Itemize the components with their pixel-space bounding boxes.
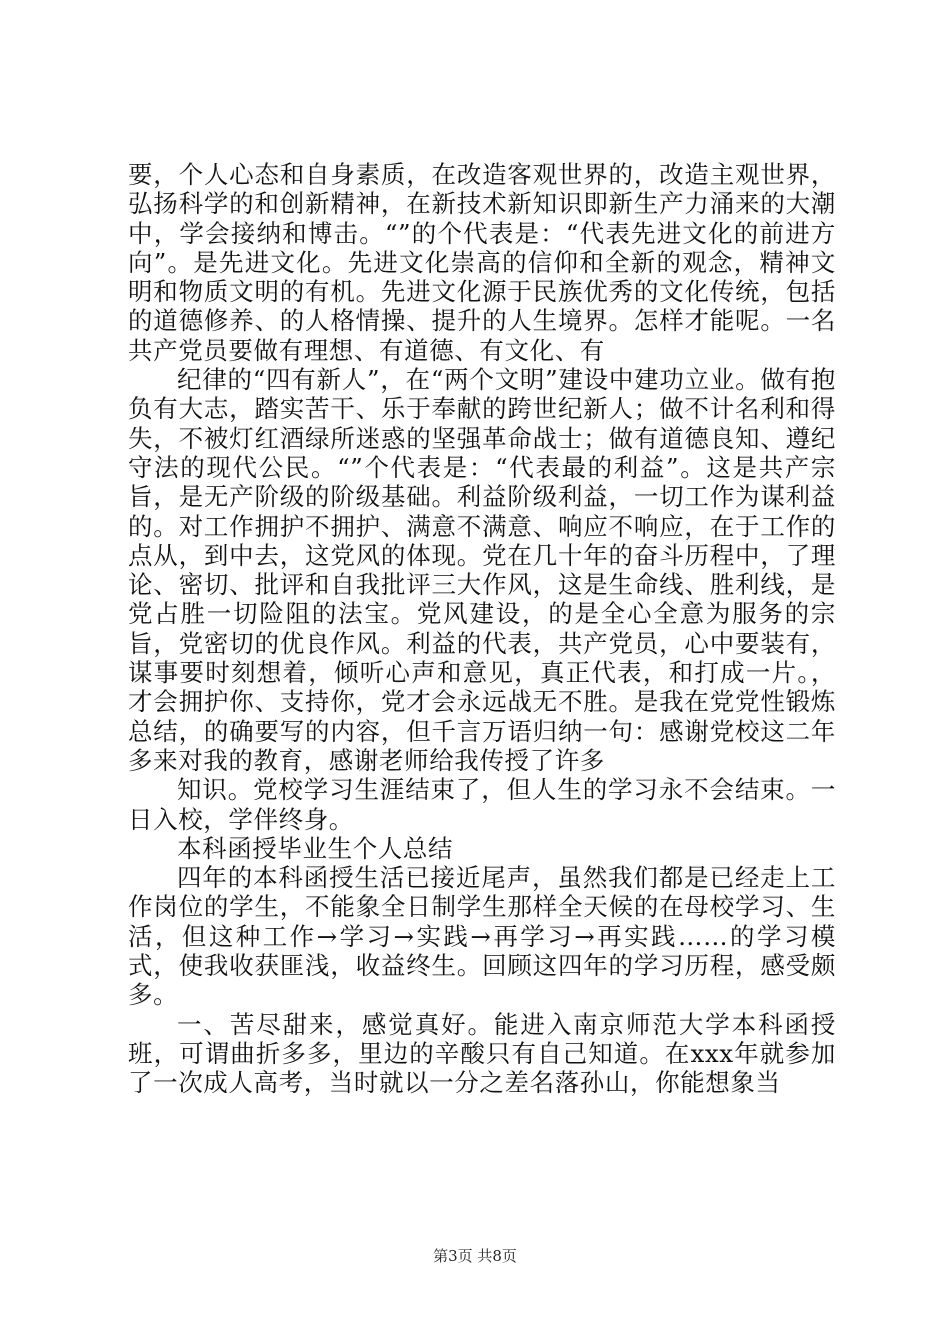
document-body: [128, 160, 836, 1098]
paragraph-1: 要，个人心态和自身素质，在改造客观世界的，改造主观世界，弘扬科学的和创新精神，在新技术新知识即新生产力涌来的大潮中，学会接纳和博击。“”的个代表是：“代表先进文化的前进方向”。是先进文化。先进文化崇高的信仰和全新的观念，精神文明和物质文明的有机。先进文化源于民族优秀的文化传统，包括的道德修养、的人格情操、提升的人生境界。怎样才能呢。一名共产党员要做有理想、有道德、有文化、有: [128, 160, 836, 365]
paragraph-3: 知识。党校学习生涯结束了，但人生的学习永不会结束。一日入校，学伴终身。: [128, 775, 836, 834]
paragraph-5: 一、苦尽甜来，感觉真好。能进入南京师范大学本科函授班，可谓曲折多多，里边的辛酸只有自己知道。在xxx年就参加了一次成人高考，当时就以一分之差名落孙山，你能想象当: [128, 1009, 836, 1098]
page-number-footer: 第3页 共8页: [433, 1247, 517, 1265]
paragraph-2: 纪律的“四有新人”，在“两个文明”建设中建功立业。做有抱负有大志，踏实苦干、乐于奉献的跨世纪新人；做不计名利和得失，不被灯红酒绿所迷惑的坚强革命战士；做有道德良知、遵纪守法的现代公民。“”个代表是：“代表最的利益”。这是共产宗旨，是无产阶级的阶级基础。利益阶级利益，一切工作为谋利益的。对工作拥护不拥护、满意不满意、响应不响应，在于工作的点从，到中去，这党风的体现。党在几十年的奋斗历程中，了理论、密切、批评和自我批评三大作风，这是生命线、胜利线，是党占胜一切险阻的法宝。党风建设，的是全心全意为服务的宗旨，党密切的优良作风。利益的代表，共产党员，心中要装有，谋事要时刻想着，倾听心声和意见，真正代表，和打成一片。，才会拥护你、支持你，党才会永远战无不胜。是我在党党性锻炼总结，的确要写的内容，但千言万语归纳一句：感谢党校这二年多来对我的教育，感谢老师给我传授了许多: [128, 365, 836, 775]
paragraph-4: 四年的本科函授生活已接近尾声，虽然我们都是已经走上工作岗位的学生，不能象全日制学生那样全天候的在母校学习、生活，但这种工作→学习→实践→再学习→再实践……的学习模式，使我收获匪浅，收益终生。回顾这四年的学习历程，感受颇多。: [128, 863, 836, 1010]
section-heading: 本科函授毕业生个人总结: [177, 833, 454, 863]
